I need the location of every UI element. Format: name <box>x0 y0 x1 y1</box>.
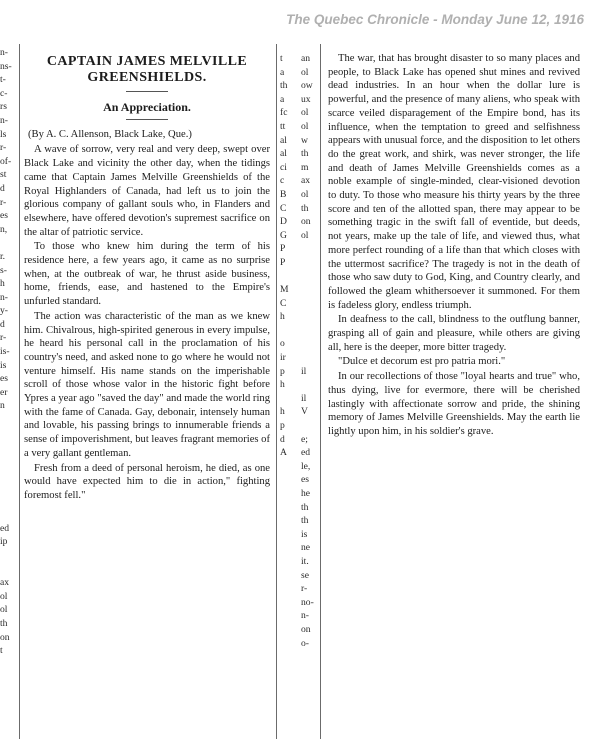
paragraph: The war, that has brought disaster to so many places and people, to Black Lake has opened shut mines and revived dead industries. In an hour when the dollar lure is powerful, and the presence of many aliens, who speak with scarce veiled disparagement of the Empire bond, has its influence, when the temptation to greed and selfishness appears with unusual force, and the disposition to let others do the great work, and shirk, was never stronger, the life and death of James Melville Greenshields comes as a noble example of single-minded, clear-visioned devotion to duty. To those who measure his thirty years by the three score and ten of the allotted span, there may appear to be something tragic in the swift fall of eventide, but deeds, not years, make up the tale of life, and viewed thus, what more perfect rounding of a life than that which closes with the uttermost sacrifice? The tragedy is not in the death of those who saw duty to God, King, and Country clearly, and followed the gleam whithersoever it summoned. For them is fadeless glory, endless triumph. <box>328 53 580 311</box>
edge-text-middle-a: t a th a fc tt al al ci c B C D G P P M C h o ir p h h p d A <box>280 53 289 459</box>
paragraph: Fresh from a deed of personal heroism, he died, as one would have expected him to die in action," fighting foremost fell." <box>24 462 270 501</box>
column-rule-left <box>19 44 20 739</box>
latin-quote: "Dulce et decorum est pro patria mori." <box>338 356 506 368</box>
masthead: The Quebec Chronicle - Monday June 12, 1916 <box>286 12 584 27</box>
paragraph: To those who knew him during the term of his residence here, a few years ago, it came as no surprise when, at the outbreak of war, he thrust aside business, home, friends, ease, and hastened to the Empire's unfurled standard. <box>24 241 270 308</box>
headline-line-1: CAPTAIN JAMES MELVILLE <box>46 54 248 69</box>
headline-line-2: GREENSHIELDS. <box>87 70 207 85</box>
article-column-2 <box>328 52 580 439</box>
headline <box>24 54 270 86</box>
paragraph: In deafness to the call, blindness to the outflung banner, grasping all of gain and pleasure, while others are giving all, here is the deeper, more bitter tragedy. <box>328 314 580 353</box>
paragraph: A wave of sorrow, very real and very deep, swept over Black Lake and vicinity the other day, when the tidings came that Captain James Melville Greenshields of the Royal Highlanders of Canada, had left us to join the glorious company of gallant souls who, in Flanders and elsewhere, have offered devotion's supremest sacrifice on the altar of patriotic service. <box>24 144 270 238</box>
column-rule-middle-right <box>320 44 321 739</box>
edge-text-left: n- ns- t- c- rs n- ls r- of- st d r- es n, r. s- h n- y- d r- is- is es er n ed ip ax ol ol th on t <box>0 47 12 657</box>
subhead: An Appreciation. <box>103 100 191 114</box>
article-column-1 <box>24 54 270 503</box>
subhead-rule <box>126 119 168 120</box>
paragraph: In our recollections of those "loyal hearts and true" who, thus dying, live for evermore, there will be cherished lastingly with affectionate sorrow and pride, the shining memory of James Melville Greenshields. May the earth lie lightly upon him, in his soldier's grave. <box>328 371 580 437</box>
byline: (By A. C. Allenson, Black Lake, Que.) <box>28 128 192 140</box>
column-rule-middle-left <box>276 44 277 739</box>
paragraph: The action was characteristic of the man as we knew him. Chivalrous, high-spirited generous in every impulse, he heard his personal call in the proclamation of his country's need, and asked none to go where he would not venture himself. His name stands on the imperishable scroll of those whose valor in the historic fight before Ypres a year ago "saved the day" and made the world ring with the fame of Canada. Gay, debonair, intensely human and lovable, his passing brings to innumerable friends a sense of impoverishment, but leaves fragrant memories of a very gallant gentleman. <box>24 310 270 459</box>
headline-rule <box>126 91 168 92</box>
edge-text-middle-b: an ol ow ux ol ol w th m ax ol th on ol il il V e; ed le, es he th th is ne it. se r- no- n- on o- <box>301 53 314 649</box>
